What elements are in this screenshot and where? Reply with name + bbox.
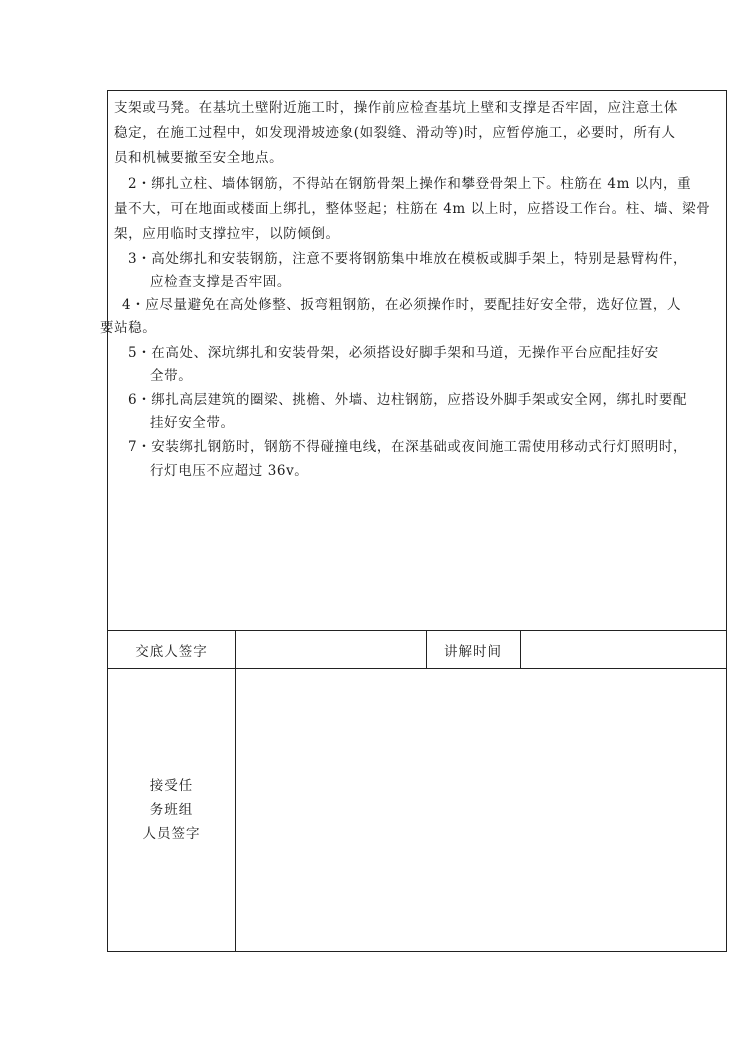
paragraph-line: 4・应尽量避免在高处修整、扳弯粗钢筋，在必须操作时，要配挂好安全带，选好位置，人 (122, 297, 682, 313)
receiver-label-line: 接受任 (149, 778, 194, 794)
paragraph-line: 全带。 (150, 368, 193, 384)
handover-signature-label: 交底人签字 (135, 643, 208, 660)
paragraph-line: 量不大，可在地面或楼面上绑扎，整体竖起；柱筋在 4m 以上时，应搭设工作台。柱、墙、梁骨 (114, 201, 711, 217)
explanation-time-label: 讲解时间 (444, 643, 502, 660)
paragraph-line: 2・绑扎立柱、墙体钢筋，不得站在钢筋骨架上操作和攀登骨架上下。柱筋在 4m 以内，重 (128, 176, 692, 192)
receiver-label-line: 人员签字 (142, 826, 201, 842)
paragraph-line: 架，应用临时支撑拉牢，以防倾倒。 (114, 226, 340, 242)
receiver-signature-field[interactable] (235, 669, 726, 951)
paragraph-line: 支架或马凳。在基坑土壁附近施工时，操作前应检查基坑上壁和支撑是否牢固，应注意土体 (114, 100, 678, 116)
signature-row (108, 631, 726, 669)
paragraph-line: 挂好安全带。 (150, 415, 235, 431)
disclosure-form (100, 90, 727, 952)
paragraph-line: 7・安装绑扎钢筋时，钢筋不得碰撞电线，在深基础或夜间施工需使用移动式行灯照明时， (128, 439, 688, 455)
explanation-time-field[interactable] (520, 631, 726, 668)
handover-signature-field[interactable] (235, 631, 426, 668)
receiver-row (108, 669, 726, 951)
paragraph-line: 要站稳。 (100, 320, 157, 336)
receiver-signature-label (108, 669, 235, 951)
receiver-label-line: 务班组 (149, 802, 194, 818)
paragraph-line: 5・在高处、深坑绑扎和安装骨架，必须搭设好脚手架和马道，无操作平台应配挂好安 (128, 345, 659, 361)
paragraph-line: 员和机械要撤至安全地点。 (114, 150, 284, 166)
paragraph-line: 3・高处绑扎和安装钢筋，注意不要将钢筋集中堆放在模板或脚手架上，特别是悬臂构件， (128, 251, 688, 267)
paragraph-line: 稳定，在施工过程中，如发现滑坡迹象(如裂缝、滑动等)时，应暂停施工，必要时，所有人 (114, 125, 676, 141)
paragraph-line: 6・绑扎高层建筑的圈梁、挑檐、外墙、边柱钢筋，应搭设外脚手架或安全网，绑扎时要配 (128, 392, 688, 408)
safety-content (100, 91, 726, 631)
paragraph-line: 行灯电压不应超过 36v。 (150, 463, 309, 479)
paragraph-line: 应检查支撑是否牢固。 (150, 274, 291, 290)
